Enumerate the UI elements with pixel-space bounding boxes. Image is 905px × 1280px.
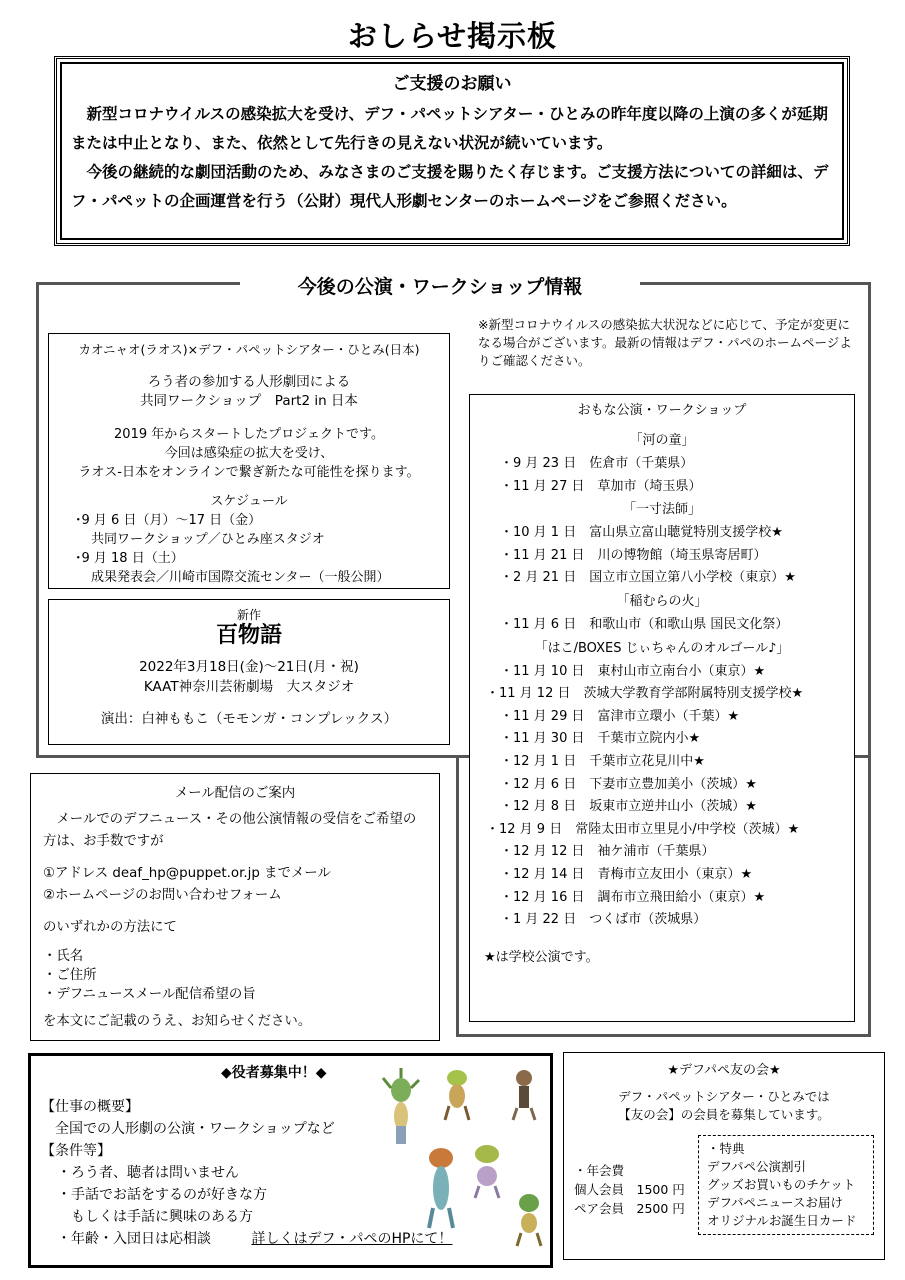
hyaku-director: 演出：白神ももこ（モモンガ・コンプレックス）	[100, 711, 398, 727]
performance-group-title: 「河の童」	[629, 433, 695, 448]
support-para-2: 今後の継続的な劇団活動のため、みなさまのご支援を賜りたく存じます。ご支援方法についての詳細は、デフ・パペットの企画運営を行う（公財）現代人形劇センターのホームページをご参照ください。	[71, 163, 829, 210]
support-heading: ご支援のお願い	[392, 74, 512, 94]
actor-line-5: ・年齢・入団日は応相談	[57, 1231, 211, 1247]
mail-info-box	[30, 773, 440, 1041]
puppet-figure-4	[429, 1148, 453, 1228]
performance-groups	[484, 429, 840, 932]
friends-perk-4: オリジナルお誕生日カード	[707, 1213, 857, 1228]
mail-para-1: メールでのデフニュース・その他公演情報の受信をご希望の方は、お手数ですが	[43, 812, 417, 849]
laos-desc2: 今回は感染症の拡大を受け、	[164, 446, 334, 461]
actor-heading-1: 【仕事の概要】	[41, 1099, 139, 1115]
events-section-title: 今後の公演・ワークショップ情報	[240, 272, 640, 299]
laos-workshop-box	[48, 333, 450, 589]
performance-item: ・11 月 29 日 富津市立環小（千葉）★	[500, 708, 740, 724]
friends-perk-2: グッズお買いものチケット	[707, 1177, 856, 1192]
puppet-figure-1	[383, 1068, 419, 1144]
laos-schedule-title: スケジュール	[210, 494, 288, 509]
performance-item: ・11 月 6 日 和歌山市（和歌山県 国民文化祭）	[500, 616, 789, 632]
friends-club-box	[563, 1052, 885, 1260]
performance-group-title: 「はこ/BOXES じぃちゃんのオルゴール♪」	[534, 640, 790, 656]
support-para-1: 新型コロナウイルスの感染拡大を受け、デフ・パペットシアター・ひとみの昨年度以降の上演の多くが延期または中止となり、また、依然として先行きの見えない状況が続いています。	[71, 105, 828, 152]
friends-title: ★デフパペ友の会★	[667, 1063, 781, 1078]
performance-list-box	[469, 394, 855, 1022]
actor-heading-2: 【条件等】	[41, 1143, 111, 1159]
performance-group-title: 「稲むらの火」	[616, 593, 708, 609]
performance-item: ・11 月 27 日 草加市（埼玉県）	[500, 478, 702, 494]
actor-line-3: ・手話でお話をするのが好きな方	[57, 1187, 267, 1203]
laos-schedule-3: ･9 月 18 日（土）	[75, 551, 184, 566]
mail-field-2: ・ご住所	[43, 968, 97, 983]
support-box	[54, 56, 850, 246]
actor-line-4: もしくは手話に興味のある方	[57, 1209, 253, 1225]
hyaku-tag: 新作	[236, 608, 261, 622]
friends-desc-1: デフ・パペットシアター・ひとみでは	[618, 1089, 830, 1104]
laos-schedule-4: 成果発表会／川崎市国際交流センター（一般公開）	[91, 570, 390, 585]
performance-item: ・11 月 21 日 川の博物館（埼玉県寄居町）	[500, 547, 767, 563]
performance-item: ・12 月 14 日 青梅市立友田小（東京）★	[500, 866, 753, 882]
mail-para-3: を本文にご記載のうえ、お知らせください。	[43, 1014, 312, 1029]
mail-title: メール配信のご案内	[174, 786, 296, 801]
performance-item: ・11 月 30 日 千葉市立院内小★	[500, 731, 701, 747]
actor-title: ◆役者募集中！◆	[221, 1065, 327, 1081]
performance-item: ・12 月 12 日 袖ケ浦市（千葉県）	[500, 844, 715, 860]
actor-line-2: ・ろう者、聴者は問いません	[57, 1165, 239, 1181]
laos-sub1: ろう者の参加する人形劇団による	[147, 374, 351, 390]
friends-fee-2: ペア会員 2500 円	[574, 1201, 685, 1216]
performance-item: ・11 月 10 日 東村山市立南台小（東京）★	[500, 663, 766, 679]
performance-item: ・10 月 1 日 富山県立富山聴覚特別支援学校★	[500, 525, 783, 541]
hyaku-venue: KAAT神奈川芸術劇場 大スタジオ	[143, 679, 355, 695]
performance-group-title: 「一寸法師」	[622, 502, 701, 518]
actor-recruit-box	[28, 1053, 553, 1268]
laos-schedule-2: 共同ワークショップ／ひとみ座スタジオ	[91, 532, 325, 547]
performance-list-title: おもな公演・ワークショップ	[577, 403, 747, 418]
friends-perk-1: デフパペ公演割引	[707, 1159, 807, 1174]
mail-field-1: ・氏名	[43, 949, 84, 964]
puppet-figure-2	[445, 1070, 469, 1120]
performance-item: ・12 月 8 日 坂東市立逆井山小（茨城）★	[500, 799, 757, 815]
events-note: ※新型コロナウイルスの感染拡大状況などに応じて、予定が変更になる場合がございます。最新の情報はデフ・パペのホームページよりご確認ください。	[478, 317, 852, 368]
friends-perks-box	[698, 1135, 874, 1235]
mail-para-2: のいずれかの方法にて	[43, 920, 177, 935]
hyaku-monogatari-box	[48, 599, 450, 745]
laos-sub2: 共同ワークショップ Part2 in 日本	[140, 393, 358, 409]
performance-item: ・1 月 22 日 つくば市（茨城県）	[500, 912, 707, 928]
performance-footnote: ★は学校公演です。	[484, 949, 599, 965]
puppet-figure-3	[513, 1070, 535, 1120]
puppet-figure-6	[517, 1194, 541, 1246]
mail-option-1: ①アドレス deaf_hp@puppet.or.jp までメール	[43, 866, 331, 881]
hyaku-date: 2022年3月18日(金)～21日(月・祝)	[139, 659, 359, 675]
laos-desc1: 2019 年からスタートしたプロジェクトです。	[114, 427, 384, 442]
puppet-illustrations	[379, 1068, 549, 1258]
friends-perk-title: ・特典	[707, 1141, 745, 1156]
performance-item: ・12 月 9 日 常陸太田市立里見小/中学校（茨城）★	[486, 821, 800, 837]
performance-item: ・2 月 21 日 国立市立国立第八小学校（東京）★	[500, 570, 796, 586]
performance-item: ・9 月 23 日 佐倉市（千葉県）	[500, 456, 694, 471]
performance-item: ・12 月 6 日 下妻市立豊加美小（茨城）★	[500, 776, 757, 792]
laos-desc3: ラオス-日本をオンラインで繋ぎ新たな可能性を探ります。	[78, 465, 420, 480]
friends-fee-1: 個人会員 1500 円	[574, 1182, 685, 1197]
laos-header: カオニャオ(ラオス)×デフ・パペットシアター・ひとみ(日本)	[78, 342, 420, 357]
page-title: おしらせ掲示板	[347, 19, 558, 53]
mail-option-2: ②ホームページのお問い合わせフォーム	[43, 888, 282, 903]
performance-item: ・12 月 16 日 調布市立飛田給小（東京）★	[500, 889, 766, 905]
friends-desc-2: 【友の会】の会員を募集しています。	[618, 1107, 830, 1122]
performance-item: ・12 月 1 日 千葉市立花見川中★	[500, 753, 705, 769]
hyaku-title: 百物語	[215, 623, 282, 648]
actor-line-1: 全国での人形劇の公演・ワークショップなど	[41, 1121, 335, 1137]
friends-perk-3: デフパペニュースお届け	[707, 1195, 843, 1210]
friends-fee-title: ・年会費	[574, 1163, 625, 1178]
mail-field-3: ・デフニュースメール配信希望の旨	[43, 987, 256, 1002]
puppet-figure-5	[475, 1145, 499, 1198]
actor-hp-link[interactable]: 詳しくはデフ・パペのHPにて！	[251, 1231, 453, 1247]
performance-item: ・11 月 12 日 茨城大学教育学部附属特別支援学校★	[486, 686, 804, 702]
laos-schedule-1: ･9 月 6 日（月）～17 日（金）	[75, 513, 262, 528]
